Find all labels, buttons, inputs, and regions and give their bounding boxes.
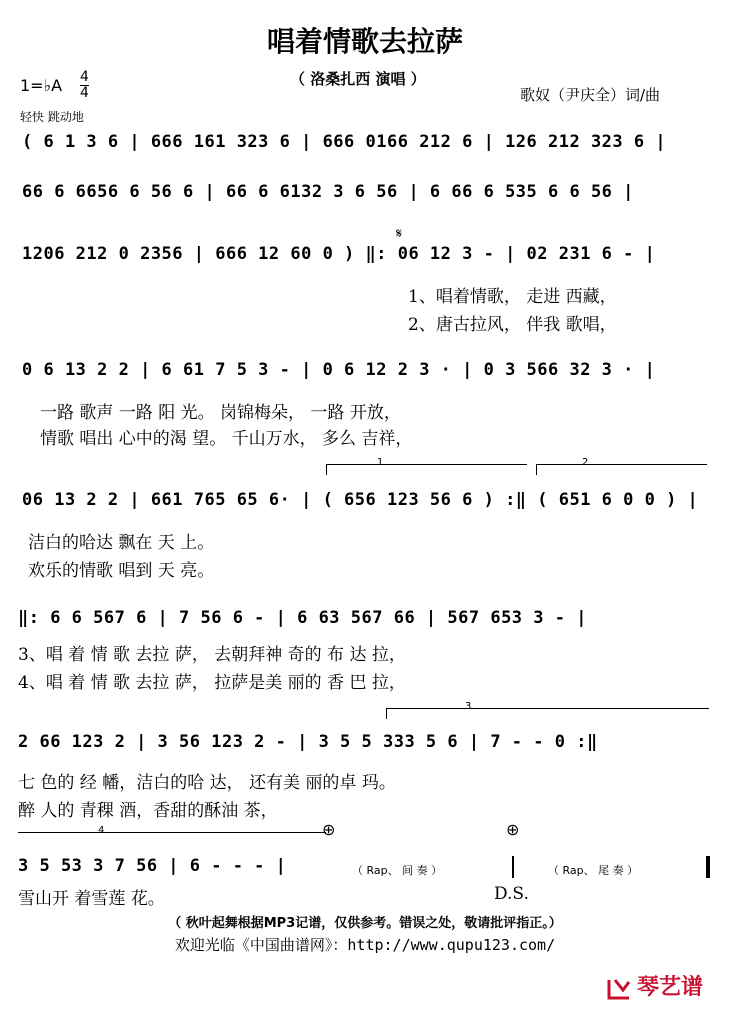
lyric-line-5a: 洁白的哈达 飘在 天 上。 [28,533,215,553]
lyric-line-3b: 2、唐古拉风， 伴我 歌唱， [408,315,617,335]
score-line-7: 2 66 123 2 | 3 56 123 2 - | 3 5 5 333 5 6 | 7 - - 0 :‖ [18,732,598,752]
volta-bracket-1 [326,457,527,475]
coda-sign-2: ⊕ [506,820,520,839]
segno-sign: 𝄋 [396,226,403,242]
transcription-note: （ 秋叶起舞根据MP3记谱，仅供参考。错误之处，敬请批评指正。） [168,916,562,931]
volta-number-2: 2 [582,457,589,468]
score-line-2: 66 6 6656 6 56 6 | 66 6 6132 3 6 56 | 6 66 6 535 6 6 56 | [22,182,634,202]
final-barline [706,856,710,878]
lyric-line-3a: 1、唱着情歌， 走进 西藏， [408,287,617,307]
lyric-line-5b: 欢乐的情歌 唱到 天 亮。 [28,561,215,581]
lyric-line-8a: 雪山开 着雪莲 花。 [18,889,165,909]
time-signature [80,70,89,101]
page-title: 唱着情歌去拉萨 [266,25,463,58]
performer-subtitle: （ 洛桑扎西 演唱 ） [290,70,426,88]
volta-bracket-4 [18,825,326,843]
meter-bottom: 4 [80,85,89,101]
tempo-marking: 轻快 跳动地 [20,110,84,124]
credit-line: 歌奴（尹庆全）词/曲 [520,86,661,104]
rap-interlude: （ Rap、 间 奏 ） [352,864,443,877]
score-line-1: ( 6 1 3 6 | 666 161 323 6 | 666 0166 212 6 | 126 212 323 6 | [22,132,667,152]
volta-number-3: 3 [465,701,472,712]
double-barline-thin [512,856,514,878]
volta-bracket-2 [536,457,707,475]
lyric-line-4b: 情歌 唱出 心中的渴 望。 千山万水， 多么 吉祥， [40,429,413,449]
volta-number-1: 1 [377,457,384,468]
score-line-3: 1206 212 0 2356 | 666 12 60 0 ) ‖: 06 12 3 - | 02 231 6 - | [22,244,656,264]
rap-outro: （ Rap、 尾 奏 ） [548,864,639,877]
score-line-5: 06 13 2 2 | 661 765 65 6· | ( 656 123 56 6 ) :‖ ( 651 6 0 0 ) | [22,490,699,510]
volta-bracket-3 [386,701,709,719]
piano-logo-icon [605,974,633,1002]
logo-text: 琴艺谱 [637,975,704,1000]
coda-sign-1: ⊕ [322,820,336,839]
volta-number-4: 4 [98,825,105,836]
score-line-4: 0 6 13 2 2 | 6 61 7 5 3 - | 0 6 12 2 3 · | 0 3 566 32 3 · | [22,360,656,380]
key-signature: 1=♭A [20,76,63,95]
brand-logo [605,970,703,1002]
score-line-8: 3 5 53 3 7 56 | 6 - - - | [18,856,287,876]
meter-top: 4 [80,69,89,85]
website-credit: 欢迎光临《中国曲谱网》：http://www.qupu123.com/ [174,936,556,954]
lyric-line-7a: 七 色的 经 幡，洁白的哈 达， 还有美 丽的卓 玛。 [18,773,396,793]
score-line-6: ‖: 6 6 567 6 | 7 56 6 - | 6 63 567 66 | 567 653 3 - | [18,608,587,628]
lyric-line-6a: 3、唱 着 情 歌 去拉 萨， 去朝拜神 奇的 布 达 拉， [18,645,406,665]
lyric-line-4a: 一路 歌声 一路 阳 光。 岗锦梅朵， 一路 开放， [40,403,401,423]
lyric-line-7b: 醉 人的 青稞 酒，香甜的酥油 茶， [18,801,278,821]
ds-marking: D.S. [494,884,529,904]
lyric-line-6b: 4、唱 着 情 歌 去拉 萨， 拉萨是美 丽的 香 巴 拉， [18,673,406,693]
